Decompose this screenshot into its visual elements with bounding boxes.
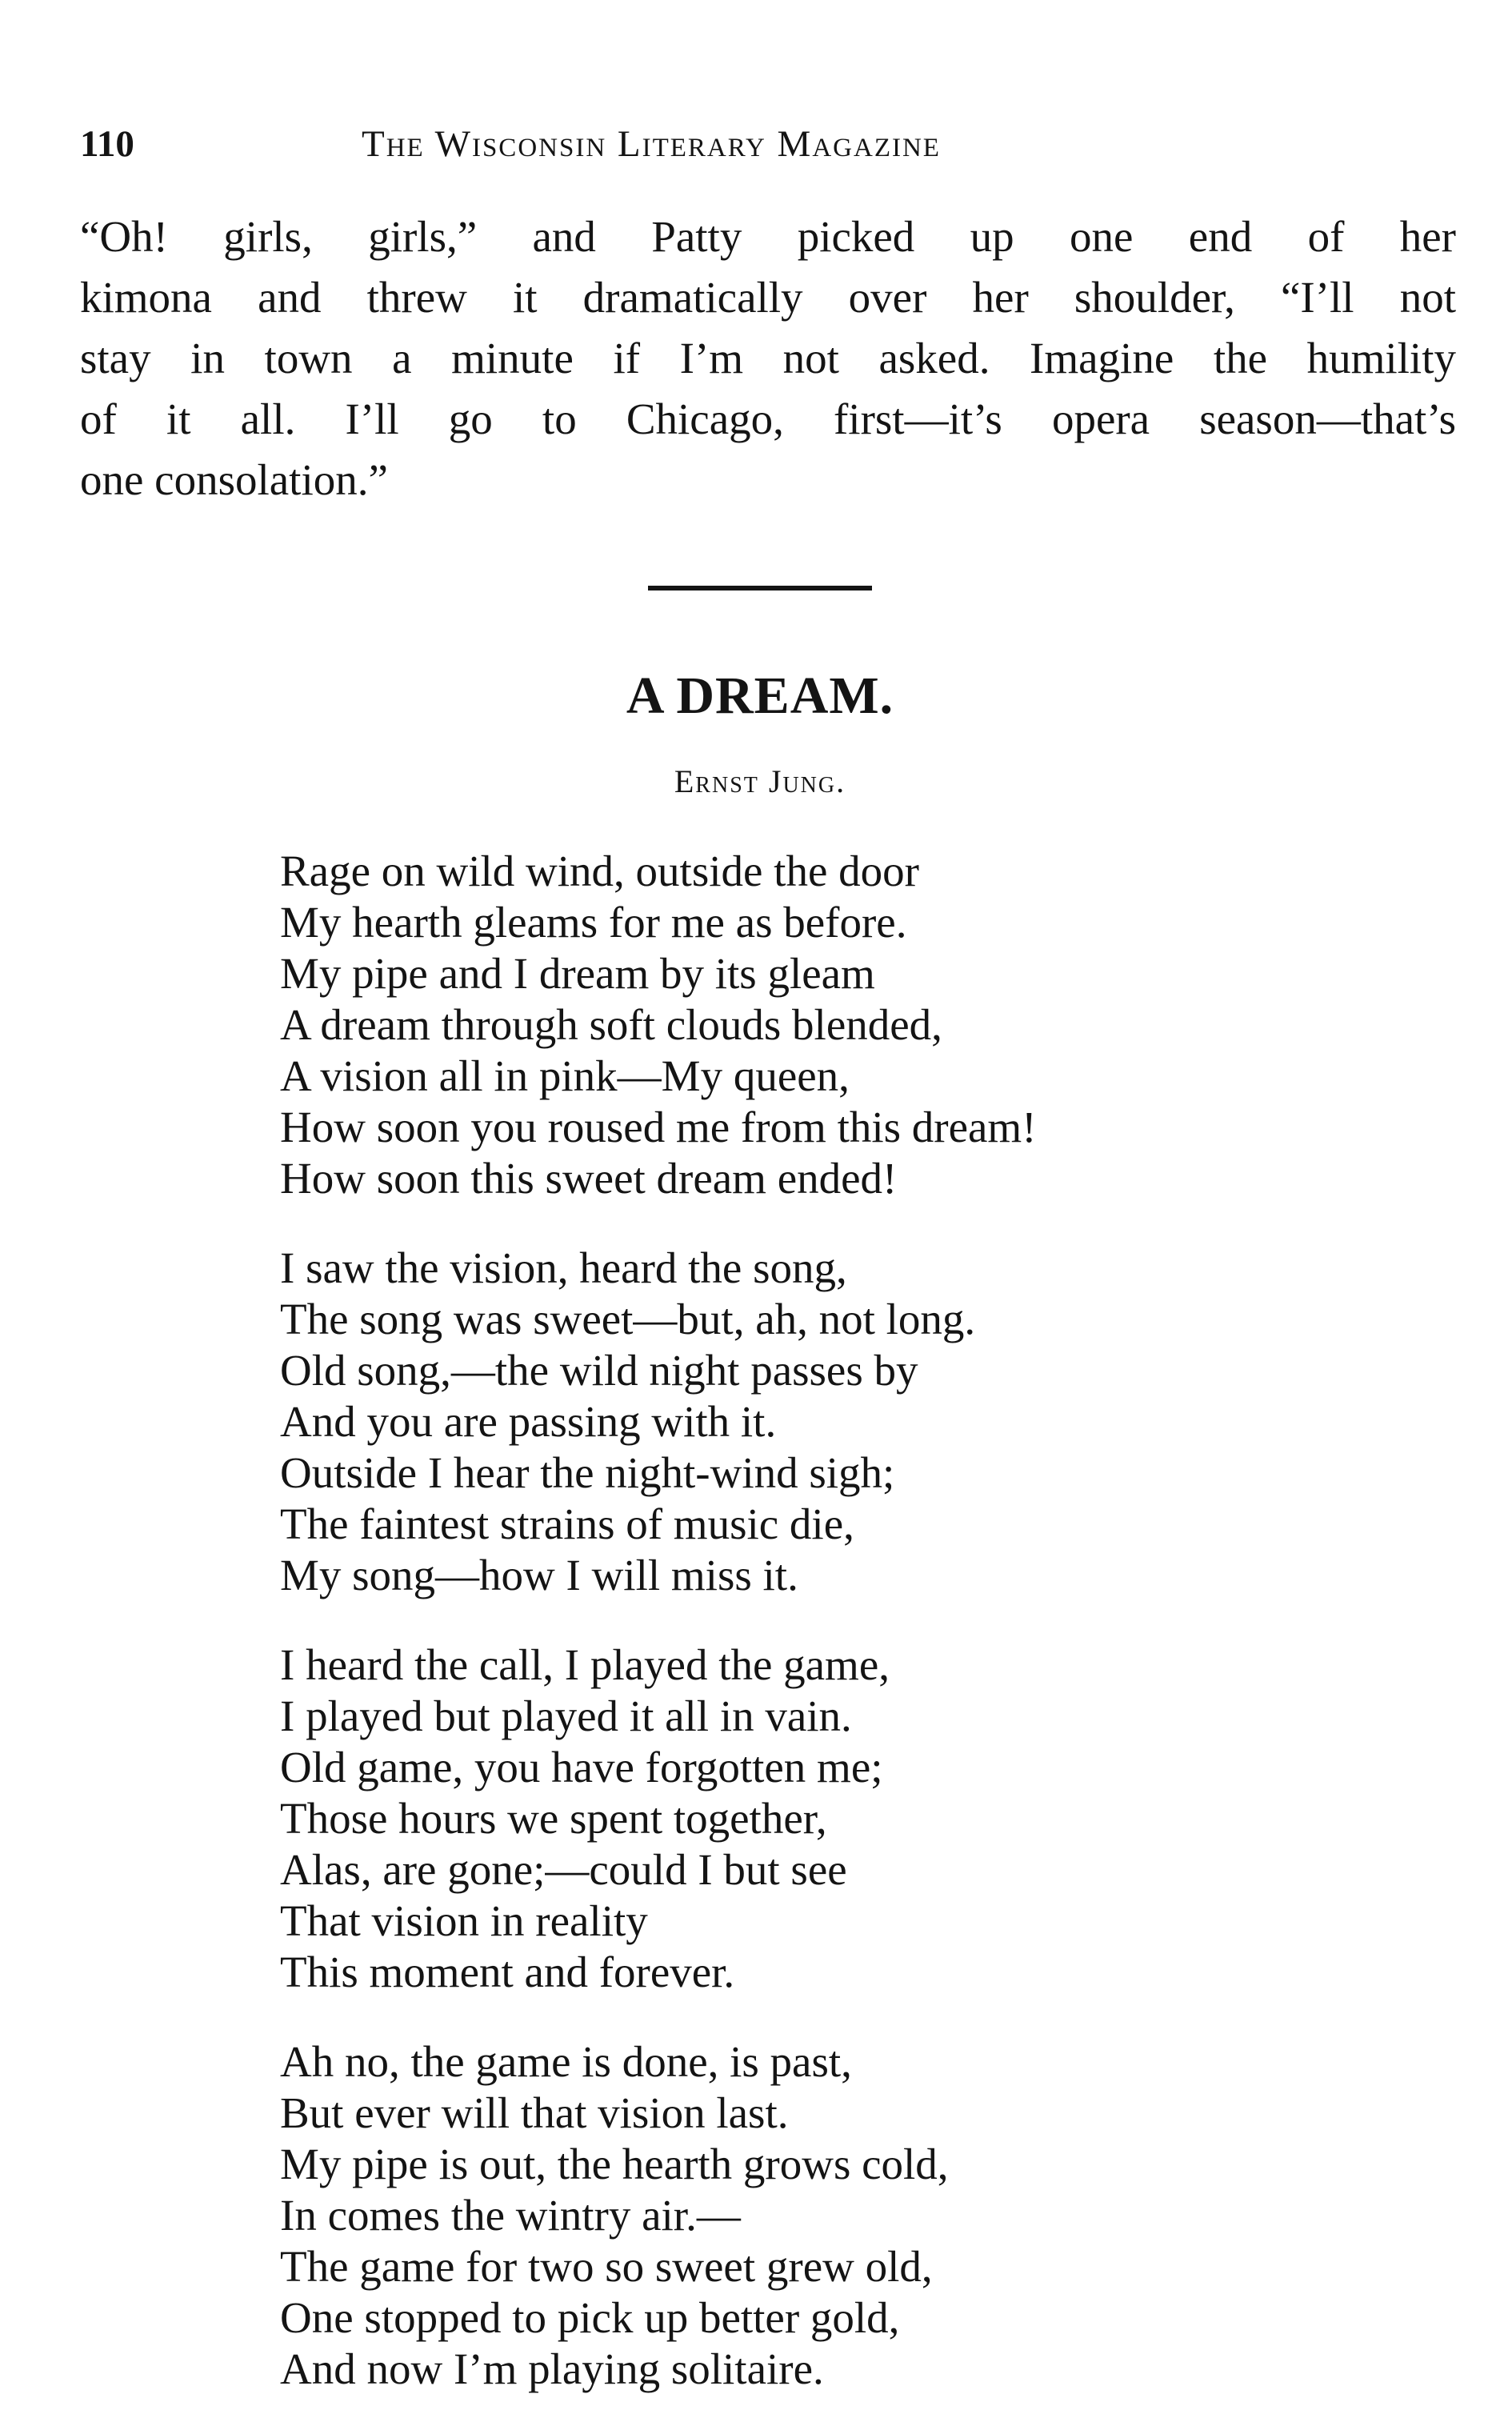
prose-line: of it all. I’ll go to Chicago, first—it’s opera season—that’s [80,394,1456,443]
running-head: The Wisconsin Literary Magazine [362,123,941,165]
poem-author: Ernst Jung. [674,763,846,799]
verse-line: A vision all in pink—My queen, [280,1051,850,1100]
verse-line: The faintest strains of music die, [280,1499,854,1548]
verse-line: In comes the wintry air.— [280,2191,741,2240]
verse-line: That vision in reality [280,1896,648,1945]
stanza [280,2036,1280,2395]
verse-line: Outside I hear the night-wind sigh; [280,1448,895,1497]
verse-line: One stopped to pick up better gold, [280,2293,900,2342]
verse-line: The game for two so sweet grew old, [280,2242,933,2291]
verse-line: My hearth gleams for me as before. [280,898,907,947]
verse-line: A dream through soft clouds blended, [280,1000,942,1049]
verse-line: Those hours we spent together, [280,1794,827,1843]
prose-line: “Oh! girls, girls,” and Patty picked up one end of her [80,212,1456,261]
poem-title: A DREAM. [626,667,894,725]
verse-line: But ever will that vision last. [280,2088,789,2137]
verse-line: My pipe and I dream by its gleam [280,949,875,998]
page-header [80,120,1456,168]
stanza [280,846,1280,1204]
verse-line: Rage on wild wind, outside the door [280,847,919,895]
verse-line: Alas, are gone;—could I but see [280,1845,847,1894]
verse-line: I played but played it all in vain. [280,1691,852,1740]
stanza [280,1243,1280,1601]
section-divider [648,586,872,590]
verse-line: How soon you roused me from this dream! [280,1103,1037,1151]
verse-line: My song—how I will miss it. [280,1551,798,1599]
verse-line: Old song,—the wild night passes by [280,1346,918,1395]
verse-line: Old game, you have forgotten me; [280,1743,883,1791]
prose-line: stay in town a minute if I’m not asked. Imagine the humility [80,334,1456,382]
page-number: 110 [80,123,134,165]
verse-line: And you are passing with it. [280,1397,777,1446]
stanza [280,1639,1280,1998]
poem-body [280,846,1280,2433]
verse-line: I heard the call, I played the game, [280,1640,890,1689]
prose-line: one consolation.” [80,455,388,504]
verse-line: This moment and forever. [280,1948,735,1996]
verse-line: My pipe is out, the hearth grows cold, [280,2140,949,2188]
verse-line: Ah no, the game is done, is past, [280,2037,852,2086]
prose-paragraph [80,206,1456,510]
verse-line: I saw the vision, heard the song, [280,1243,847,1292]
verse-line: And now I’m playing solitaire. [280,2344,824,2393]
prose-line: kimona and threw it dramatically over her shoulder, “I’ll not [80,273,1456,322]
verse-line: The song was sweet—but, ah, not long. [280,1295,976,1343]
verse-line: How soon this sweet dream ended! [280,1154,898,1203]
